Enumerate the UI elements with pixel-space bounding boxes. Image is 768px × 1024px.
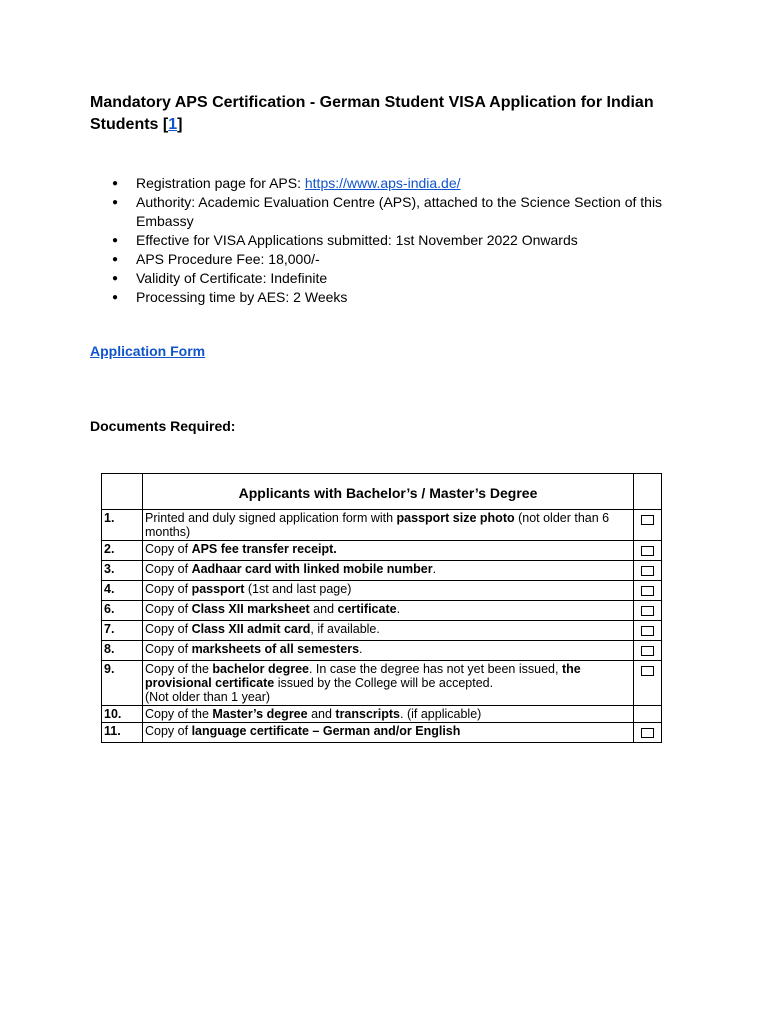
text: and [307, 707, 336, 721]
table-row [102, 581, 662, 601]
registration-label: Registration page for APS: [136, 175, 305, 191]
table-row [102, 641, 662, 661]
text: , if available. [310, 622, 380, 636]
list-item: ● APS Procedure Fee: 18,000/- [90, 250, 670, 269]
text: Copy of the [145, 707, 213, 721]
text: issued by the College will be accepted. [274, 676, 494, 690]
text: Copy of [145, 602, 192, 616]
reference-link[interactable]: 1 [168, 116, 178, 133]
row-description [143, 510, 634, 541]
list-item [90, 174, 670, 193]
checkbox-icon[interactable] [641, 566, 654, 576]
checkbox-icon[interactable] [641, 626, 654, 636]
bold-text: passport size photo [396, 511, 515, 525]
table-header: Applicants with Bachelor’s / Master’s Degree [143, 474, 634, 510]
row-number: 7. [102, 621, 143, 641]
row-description [143, 661, 634, 706]
row-description [143, 541, 634, 561]
row-description [143, 581, 634, 601]
table-row [102, 621, 662, 641]
table-row [102, 601, 662, 621]
text: Copy of [145, 562, 192, 576]
bold-text: marksheets of all semesters [191, 642, 360, 656]
table-row [102, 661, 662, 706]
text: Printed and duly signed application form with [145, 511, 397, 525]
row-number: 4. [102, 581, 143, 601]
row-number: 2. [102, 541, 143, 561]
row-number: 9. [102, 661, 143, 706]
page-title [90, 92, 690, 136]
bold-text: Class XII marksheet [191, 602, 310, 616]
checkbox-icon[interactable] [641, 606, 654, 616]
bold-text: APS fee transfer receipt. [191, 542, 337, 556]
row-checkbox-cell [634, 561, 662, 581]
row-checkbox-cell [634, 641, 662, 661]
documents-table [101, 473, 662, 743]
bold-text: transcripts [335, 707, 401, 721]
aps-facts-list [90, 174, 670, 307]
checkbox-icon[interactable] [641, 515, 654, 525]
row-description [143, 561, 634, 581]
row-description [143, 641, 634, 661]
bold-text: bachelor degree [212, 662, 309, 676]
text: (not older than 6 months) [145, 511, 610, 539]
page-title-close: ] [177, 116, 183, 133]
text: Copy of [145, 724, 192, 738]
text: Copy of [145, 642, 192, 656]
bold-text: passport [191, 582, 245, 596]
bold-text: language certificate – German and/or English [191, 724, 461, 738]
text: . [359, 642, 363, 656]
bold-text: Aadhaar card with linked mobile number [191, 562, 433, 576]
documents-table-body [102, 510, 662, 743]
row-checkbox-cell [634, 706, 662, 723]
row-description [143, 601, 634, 621]
row-checkbox-cell [634, 723, 662, 743]
bold-text: Master’s degree [212, 707, 308, 721]
text: Copy of [145, 622, 192, 636]
documents-required-heading: Documents Required: [90, 418, 236, 434]
text: . [396, 602, 401, 616]
text: . [432, 562, 437, 576]
text: and [309, 602, 338, 616]
row-number: 6. [102, 601, 143, 621]
list-item: ● Validity of Certificate: Indefinite [90, 269, 670, 288]
table-row [102, 541, 662, 561]
table-row [102, 510, 662, 541]
table-row [102, 706, 662, 723]
row-description [143, 621, 634, 641]
bold-text: Class XII admit card [191, 622, 311, 636]
row-checkbox-cell [634, 541, 662, 561]
row-number: 1. [102, 510, 143, 541]
table-header-blank [102, 474, 143, 510]
page-title-text: Mandatory APS Certification - German Student VISA Application for Indian Students [ [90, 94, 654, 133]
row-checkbox-cell [634, 661, 662, 706]
row-number: 11. [102, 723, 143, 743]
bold-text: certificate [337, 602, 397, 616]
registration-link[interactable]: https://www.aps-india.de/ [304, 175, 461, 191]
application-form-link[interactable]: Application Form [90, 343, 206, 359]
list-item: ● Authority: Academic Evaluation Centre (APS), attached to the Science Section of this Embassy [90, 193, 670, 231]
bold-text: the provisional certificate [145, 662, 581, 690]
row-number: 3. [102, 561, 143, 581]
row-number: 8. [102, 641, 143, 661]
table-row [102, 723, 662, 743]
list-item: ● Effective for VISA Applications submitted: 1st November 2022 Onwards [90, 231, 670, 250]
row-checkbox-cell [634, 510, 662, 541]
list-item: ● Processing time by AES: 2 Weeks [90, 288, 670, 307]
row-description [143, 706, 634, 723]
text: Copy of the [145, 662, 213, 676]
checkbox-icon[interactable] [641, 546, 654, 556]
row-number: 10. [102, 706, 143, 723]
text: Copy of [145, 542, 192, 556]
row-checkbox-cell [634, 601, 662, 621]
table-header-row [102, 474, 662, 510]
text: . (if applicable) [400, 707, 482, 721]
checkbox-icon[interactable] [641, 586, 654, 596]
checkbox-icon[interactable] [641, 728, 654, 738]
table-row [102, 561, 662, 581]
table-header-blank [634, 474, 662, 510]
row-description [143, 723, 634, 743]
text: (1st and last page) [244, 582, 352, 596]
row-checkbox-cell [634, 621, 662, 641]
text: (Not older than 1 year) [145, 690, 271, 704]
row-checkbox-cell [634, 581, 662, 601]
text: . In case the degree has not yet been issued, [308, 662, 562, 676]
checkbox-icon[interactable] [641, 646, 654, 656]
text: Copy of [145, 582, 192, 596]
checkbox-icon[interactable] [641, 666, 654, 676]
